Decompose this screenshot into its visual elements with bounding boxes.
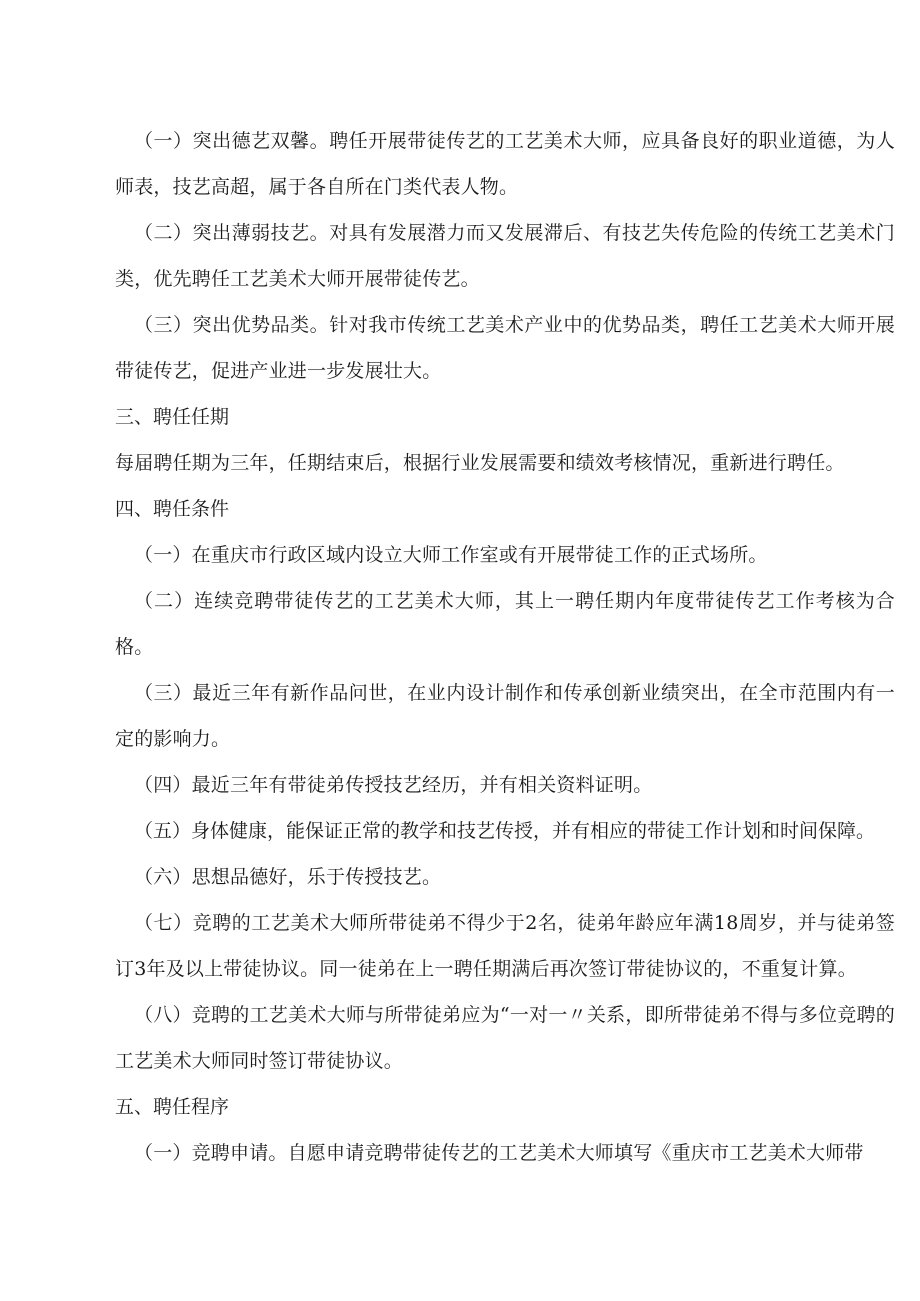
condition-8: （八）竞聘的工艺美术大师与所带徒弟应为“一对一〃关系，即所带徒弟不得与多位竞聘的工艺美术大师同时签订带徒协议。 — [115, 1004, 895, 1072]
procedure-1: （一）竞聘申请。自愿申请竞聘带徒传艺的工艺美术大师填写《重庆市工艺美术大师带 — [134, 1142, 864, 1164]
condition-7: （七）竞聘的工艺美术大师所带徒弟不得少于2名，徒弟年龄应年满18周岁，并与徒弟签订3年及以上带徒协议。同一徒弟在上一聘任期满后再次签订带徒协议的，不重复计算。 — [115, 912, 895, 980]
section-heading-term: 三、聘任任期 — [115, 406, 230, 428]
paragraph-3: （三）突出优势品类。针对我市传统工艺美术产业中的优势品类，聘任工艺美术大师开展带徒传艺，促进产业进一步发展壮大。 — [115, 314, 895, 382]
condition-2: （二）连续竞聘带徒传艺的工艺美术大师，其上一聘任期内年度带徒传艺工作考核为合格。 — [115, 590, 895, 658]
section-heading-procedure: 五、聘任程序 — [115, 1096, 230, 1118]
condition-1: （一）在重庆市行政区域内设立大师工作室或有开展带徒工作的正式场所。 — [134, 544, 768, 566]
section-heading-conditions: 四、聘任条件 — [115, 498, 230, 520]
condition-5: （五）身体健康，能保证正常的教学和技艺传授，并有相应的带徒工作计划和时间保障。 — [134, 820, 876, 842]
condition-6: （六）思想品德好，乐于传授技艺。 — [134, 866, 442, 888]
condition-4: （四）最近三年有带徒弟传授技艺经历，并有相关资料证明。 — [134, 774, 653, 796]
paragraph-2: （二）突出薄弱技艺。对具有发展潜力而又发展滞后、有技艺失传危险的传统工艺美术门类，优先聘任工艺美术大师开展带徒传艺。 — [115, 222, 895, 290]
condition-3: （三）最近三年有新作品问世，在业内设计制作和传承创新业绩突出，在全市范围内有一定的影响力。 — [115, 682, 895, 750]
paragraph-1: （一）突出德艺双馨。聘任开展带徒传艺的工艺美术大师，应具备良好的职业道德，为人师表，技艺高超，属于各自所在门类代表人物。 — [115, 130, 895, 198]
paragraph-term: 每届聘任期为三年，任期结束后，根据行业发展需要和绩效考核情况，重新进行聘任。 — [115, 452, 845, 474]
